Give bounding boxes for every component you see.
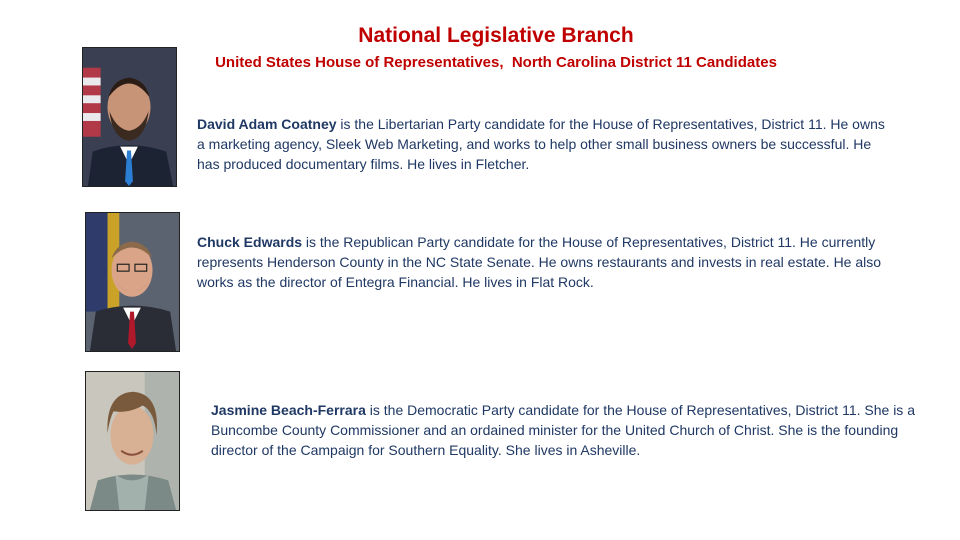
- candidate-bio-coatney: [197, 114, 887, 174]
- candidate-photo-beach-ferrara: [85, 371, 180, 511]
- candidate-description: is the Republican Party candidate for the House of Representatives, District 11. He currently represents Henderson County in the NC State Senate. He owns restaurants and invests in real estate. He also works as the director of Entegra Financial. He lives in Flat Rock.: [197, 234, 882, 290]
- candidate-photo-coatney: [82, 47, 177, 187]
- slide-subtitle: United States House of Representatives, North Carolina District 11 Candidates: [215, 54, 777, 71]
- candidate-description: is the Libertarian Party candidate for the House of Representatives, District 11. He owns a marketing agency, Sleek Web Marketing, and works to help other small business owners be successful. He has produced documentary films. He lives in Fletcher.: [197, 116, 885, 172]
- candidate-bio-beach-ferrara: [211, 400, 926, 460]
- candidate-name: Chuck Edwards: [197, 234, 303, 250]
- slide-title: National Legislative Branch: [358, 24, 634, 47]
- candidate-description: is the Democratic Party candidate for the House of Representatives, District 11. She is a Buncombe County Commissioner and an ordained minister for the United Church of Christ. She is the founding director of the Campaign for Southern Equality. She lives in Asheville.: [211, 402, 915, 458]
- candidate-bio-edwards: [197, 232, 917, 292]
- candidate-name: David Adam Coatney: [197, 116, 337, 132]
- candidate-photo-edwards: [85, 212, 180, 352]
- candidate-name: Jasmine Beach-Ferrara: [211, 402, 366, 418]
